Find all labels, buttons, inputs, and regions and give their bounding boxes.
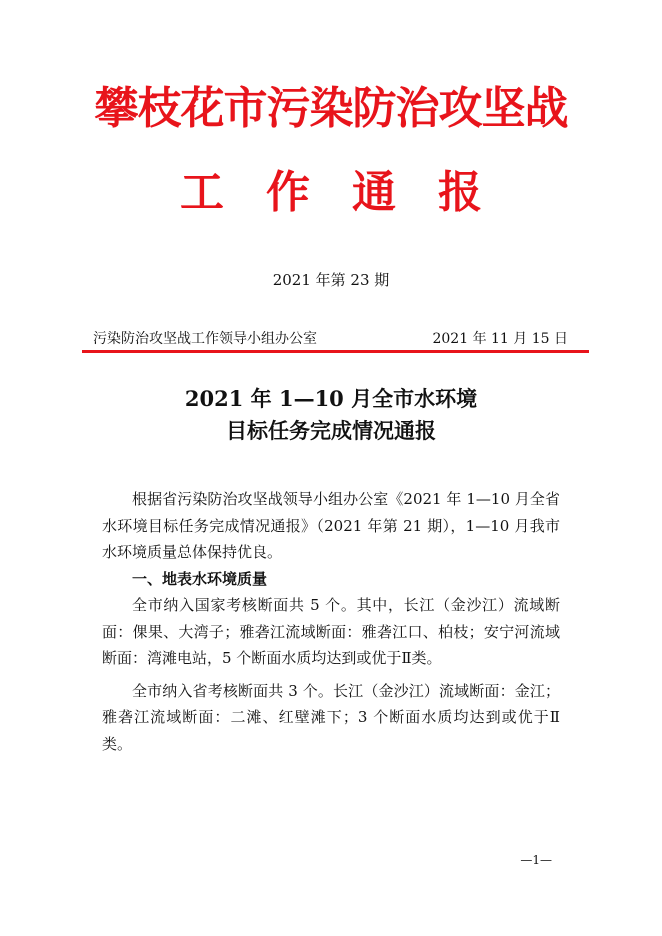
- masthead-bulletin: 工作通报: [180, 167, 524, 218]
- masthead-org: 攀枝花市污染防治攻坚战: [94, 83, 568, 134]
- document-title: [0, 383, 662, 447]
- title-line-2: 目标任务完成情况通报: [226, 418, 436, 443]
- issuing-office: 污染防治攻坚战工作领导小组办公室: [93, 331, 317, 347]
- title-line-1: 2021 年 1—10 月全市水环境: [184, 386, 478, 411]
- page-number: —1—: [520, 853, 552, 867]
- red-divider: [82, 350, 589, 353]
- paragraph-provincial-sections: 全市纳入省考核断面共 3 个。长江（金沙江）流域断面：金江；雅砻江流域断面：二滩、红壁滩下；3 个断面水质均达到或优于Ⅱ类。: [102, 681, 560, 753]
- document-body: [102, 486, 560, 757]
- issue-date: 2021 年 11 月 15 日: [432, 331, 568, 347]
- paragraph-national-sections: 全市纳入国家考核断面共 5 个。其中，长江（金沙江）流域断面：倮果、大湾子；雅砻江流域断面：雅砻江口、柏枝；安宁河流域断面：湾滩电站，5 个断面水质均达到或优于Ⅱ类。: [102, 596, 560, 667]
- section-heading: 一、地表水环境质量: [132, 569, 268, 588]
- issue-number: 2021 年第 23 期: [272, 271, 390, 289]
- intro-paragraph: 根据省污染防治攻坚战领导小组办公室《2021 年 1—10 月全省水环境目标任务完成情况通报》（2021 年第 21 期），1—10 月我市水环境质量总体保持优良。: [102, 490, 560, 561]
